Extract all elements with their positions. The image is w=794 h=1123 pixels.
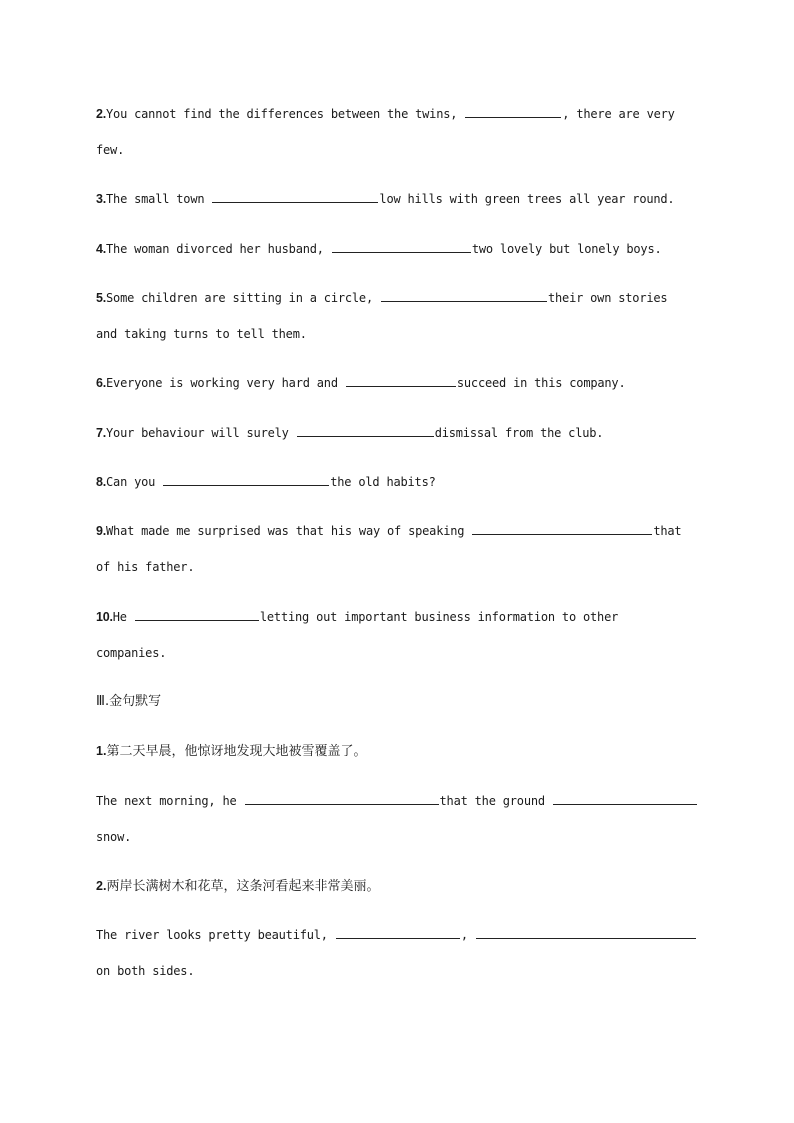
question-text: The small town xyxy=(106,192,205,206)
question-text: low hills with green trees all year round. xyxy=(379,192,675,206)
question-text: and taking turns to tell them. xyxy=(96,327,307,341)
question-7 xyxy=(96,424,603,442)
sentence-2-prompt xyxy=(96,877,379,896)
question-number: 2. xyxy=(96,107,107,121)
question-text: companies. xyxy=(96,646,167,660)
answer-blank[interactable] xyxy=(476,926,696,939)
question-text: What made me surprised was that his way of speaking xyxy=(106,524,465,538)
question-9-cont xyxy=(96,558,194,576)
sentence-text: , xyxy=(460,928,468,942)
answer-blank[interactable] xyxy=(212,190,378,203)
question-number: 4. xyxy=(96,242,107,256)
sentence-text: snow. xyxy=(96,830,132,844)
chinese-prompt: 第二天早晨，他惊讶地发现大地被雪覆盖了。 xyxy=(106,744,367,759)
sentence-text: that the ground xyxy=(439,794,545,808)
answer-blank[interactable] xyxy=(163,473,329,486)
question-text: succeed in this company. xyxy=(456,376,626,390)
question-9 xyxy=(96,522,681,540)
question-number: 6. xyxy=(96,376,107,390)
question-6 xyxy=(96,374,625,392)
answer-blank[interactable] xyxy=(135,608,259,621)
question-3 xyxy=(96,190,674,208)
question-text: Your behaviour will surely xyxy=(106,426,289,440)
sentence-number: 2. xyxy=(96,879,107,893)
question-number: 8. xyxy=(96,475,107,489)
question-text: He xyxy=(112,610,127,624)
answer-blank[interactable] xyxy=(553,792,697,805)
question-text: The woman divorced her husband, xyxy=(106,242,324,256)
question-8 xyxy=(96,473,436,491)
question-number: 9. xyxy=(96,524,107,538)
sentence-1-cont xyxy=(96,828,131,846)
answer-blank[interactable] xyxy=(336,926,460,939)
question-number: 5. xyxy=(96,291,107,305)
sentence-2-cont xyxy=(96,962,194,980)
question-text: Everyone is working very hard and xyxy=(106,376,338,390)
section-title: Ⅲ.金句默写 xyxy=(96,694,162,709)
answer-blank[interactable] xyxy=(346,374,456,387)
question-text: Can you xyxy=(106,475,156,489)
question-number: 3. xyxy=(96,192,107,206)
question-5-cont xyxy=(96,325,307,343)
question-2-cont xyxy=(96,141,124,159)
question-text: few. xyxy=(96,143,125,157)
question-text: their own stories xyxy=(548,291,668,305)
answer-blank[interactable] xyxy=(472,522,652,535)
sentence-text: The river looks pretty beautiful, xyxy=(96,928,328,942)
question-text: , there are very xyxy=(562,107,675,121)
answer-blank[interactable] xyxy=(465,105,561,118)
sentence-1-english xyxy=(96,792,698,810)
question-number: 10. xyxy=(96,610,113,624)
answer-blank[interactable] xyxy=(245,792,439,805)
answer-blank[interactable] xyxy=(381,289,547,302)
question-text: that xyxy=(653,524,682,538)
question-text: two lovely but lonely boys. xyxy=(471,242,662,256)
question-4 xyxy=(96,240,662,258)
answer-blank[interactable] xyxy=(332,240,471,253)
sentence-text: The next morning, he xyxy=(96,794,237,808)
question-text: You cannot find the differences between the twins, xyxy=(106,107,458,121)
question-number: 7. xyxy=(96,426,107,440)
answer-blank[interactable] xyxy=(297,424,434,437)
question-5 xyxy=(96,289,667,307)
question-text: of his father. xyxy=(96,560,195,574)
question-text: letting out important business information to other xyxy=(259,610,619,624)
question-10-cont xyxy=(96,644,166,662)
chinese-prompt: 两岸长满树木和花草，这条河看起来非常美丽。 xyxy=(106,879,380,894)
sentence-2-english xyxy=(96,926,697,944)
question-text: Some children are sitting in a circle, xyxy=(106,291,373,305)
sentence-number: 1. xyxy=(96,744,107,758)
sentence-1-prompt xyxy=(96,742,366,761)
sentence-text: on both sides. xyxy=(96,964,195,978)
question-2 xyxy=(96,105,675,123)
question-10 xyxy=(96,608,618,626)
question-text: the old habits? xyxy=(330,475,436,489)
question-text: dismissal from the club. xyxy=(434,426,604,440)
